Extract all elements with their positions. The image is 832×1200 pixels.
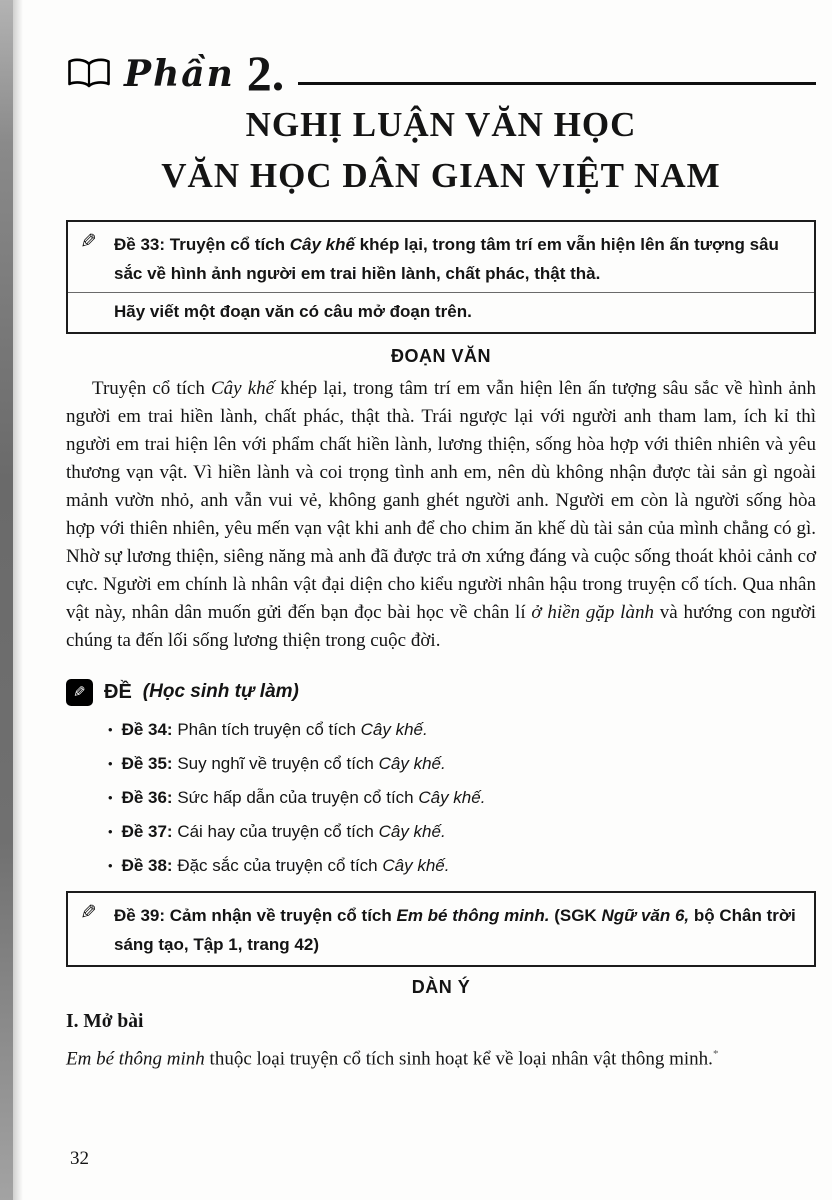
list-item (108, 752, 816, 775)
scan-gutter-shadow (0, 0, 13, 1200)
part-label: Phần (124, 53, 235, 95)
page-title (66, 100, 816, 202)
item-italic: Cây khế. (360, 719, 428, 739)
de33-italic: Cây khế (289, 234, 355, 254)
item-italic: Cây khế. (418, 787, 486, 807)
de39-italic2: Ngữ văn 6, (601, 905, 690, 925)
de33-label: Đề 33: (114, 234, 166, 254)
de33-statement (114, 230, 802, 288)
mo-bai-paragraph (66, 1040, 816, 1073)
para-seg1: Truyện cổ tích (92, 377, 211, 399)
doan-van-paragraph (66, 375, 816, 655)
de39-seg1: Cảm nhận về truyện cổ tích (165, 905, 397, 925)
list-item (108, 854, 816, 877)
de33-task-line: Hãy viết một đoạn văn có câu mở đoạn trên. (68, 292, 814, 326)
de39-label: Đề 39: (114, 905, 166, 925)
de-selfwork-header (66, 679, 816, 706)
mo-bai-heading: I. Mở bài (66, 1010, 144, 1032)
part-number: 2. (246, 44, 285, 101)
item-text: Đặc sắc của truyện cổ tích (172, 855, 383, 875)
para-italic2: ở hiền gặp lành (531, 601, 654, 623)
de-list (108, 718, 816, 877)
de33-seg1: Truyện cổ tích (165, 234, 290, 254)
item-text: Cái hay của truyện cổ tích (172, 821, 379, 841)
item-label: Đề 34: (121, 719, 173, 739)
bullet-icon: • (108, 789, 113, 805)
doan-van-heading: ĐOẠN VĂN (390, 345, 491, 366)
item-italic: Cây khế. (382, 855, 450, 875)
de39-seg3: bộ Chân trời sáng tạo, Tập 1, trang 42) (114, 905, 796, 954)
list-item (108, 820, 816, 843)
item-italic: Cây khế. (378, 753, 446, 773)
de39-statement (114, 901, 802, 959)
item-text: Phân tích truyện cổ tích (172, 719, 361, 739)
para-italic1: Cây khế (210, 377, 275, 399)
item-label: Đề 37: (121, 821, 173, 841)
para-seg2: khép lại, trong tâm trí em vẫn hiện lên ấn tượng sâu sắc về hình ảnh người em trai hiền lành, chất phác, thật thà. Trái ngược lại với người anh tham lam, ích kỉ thì người em trai hiện lên với phẩm chất hiền lành, lương thiện, sống hòa hợp với thiên nhiên và yêu thương vạn vật. Vì hiền lành và coi trọng tình anh em, nên dù không nhận được tài sản gì ngoài mảnh vườn nhỏ, anh vẫn vui vẻ, không ganh ghét người anh. Người em còn là người sống hòa hợp với thiên nhiên, yêu mến vạn vật khi anh để cho chim ăn khế dù tài sản của mình chẳng có gì. Nhờ sự lương thiện, siêng năng mà anh đã được trả ơn xứng đáng và cuộc sống thoát khỏi cảnh cơ cực. Người em chính là nhân vật đại diện cho kiểu người nhân hậu trong truyện cổ tích. Qua nhân vật này, nhân dân muốn gửi đến bạn đọc bài học về chân lí (66, 377, 816, 623)
item-text: Sức hấp dẫn của truyện cổ tích (172, 787, 419, 807)
pen-badge-glyph: ✎ (73, 683, 86, 701)
pencil-icon: ✎ (80, 228, 97, 253)
pen-badge-icon (66, 679, 93, 706)
open-book-icon (66, 56, 112, 94)
de39-seg2: (SGK (549, 905, 602, 925)
bullet-icon: • (108, 823, 113, 839)
item-label: Đề 38: (121, 855, 173, 875)
de33-box (66, 220, 816, 334)
page-number: 32 (70, 1148, 89, 1169)
item-label: Đề 35: (121, 753, 173, 773)
mobai-italic: Em bé thông minh (66, 1047, 205, 1069)
part-header (66, 42, 816, 101)
item-text: Suy nghĩ về truyện cổ tích (172, 753, 379, 773)
bullet-icon: • (108, 755, 113, 771)
part-underline-rule (298, 82, 816, 85)
list-item (108, 718, 816, 741)
page-title-line2: VĂN HỌC DÂN GIAN VIỆT NAM (161, 155, 721, 195)
de39-box (66, 891, 816, 967)
scan-gutter-shadow-soft (13, 0, 23, 1200)
de-selfwork-subtitle: (Học sinh tự làm) (142, 681, 299, 702)
dan-y-heading: DÀN Ý (411, 976, 471, 997)
footnote-mark: * (712, 1047, 719, 1060)
pencil-icon: ✎ (80, 899, 97, 924)
list-item (108, 786, 816, 809)
mobai-rest: thuộc loại truyện cổ tích sinh hoạt kể về loại nhân vật thông minh. (204, 1047, 713, 1069)
item-italic: Cây khế. (378, 821, 446, 841)
bullet-icon: • (108, 857, 113, 873)
item-label: Đề 36: (121, 787, 173, 807)
bullet-icon: • (108, 721, 113, 737)
de-selfwork-title: ĐỀ (104, 680, 132, 703)
para-seg3: và hướng con người chúng ta đến lối sống lương thiện trong cuộc đời. (66, 601, 816, 651)
de39-italic1: Em bé thông minh. (396, 905, 550, 925)
de33-seg2: khép lại, trong tâm trí em vẫn hiện lên ấn tượng sâu sắc về hình ảnh người em trai hiền lành, chất phác, thật thà. (114, 234, 779, 283)
page-title-line1: NGHỊ LUẬN VĂN HỌC (245, 105, 637, 144)
